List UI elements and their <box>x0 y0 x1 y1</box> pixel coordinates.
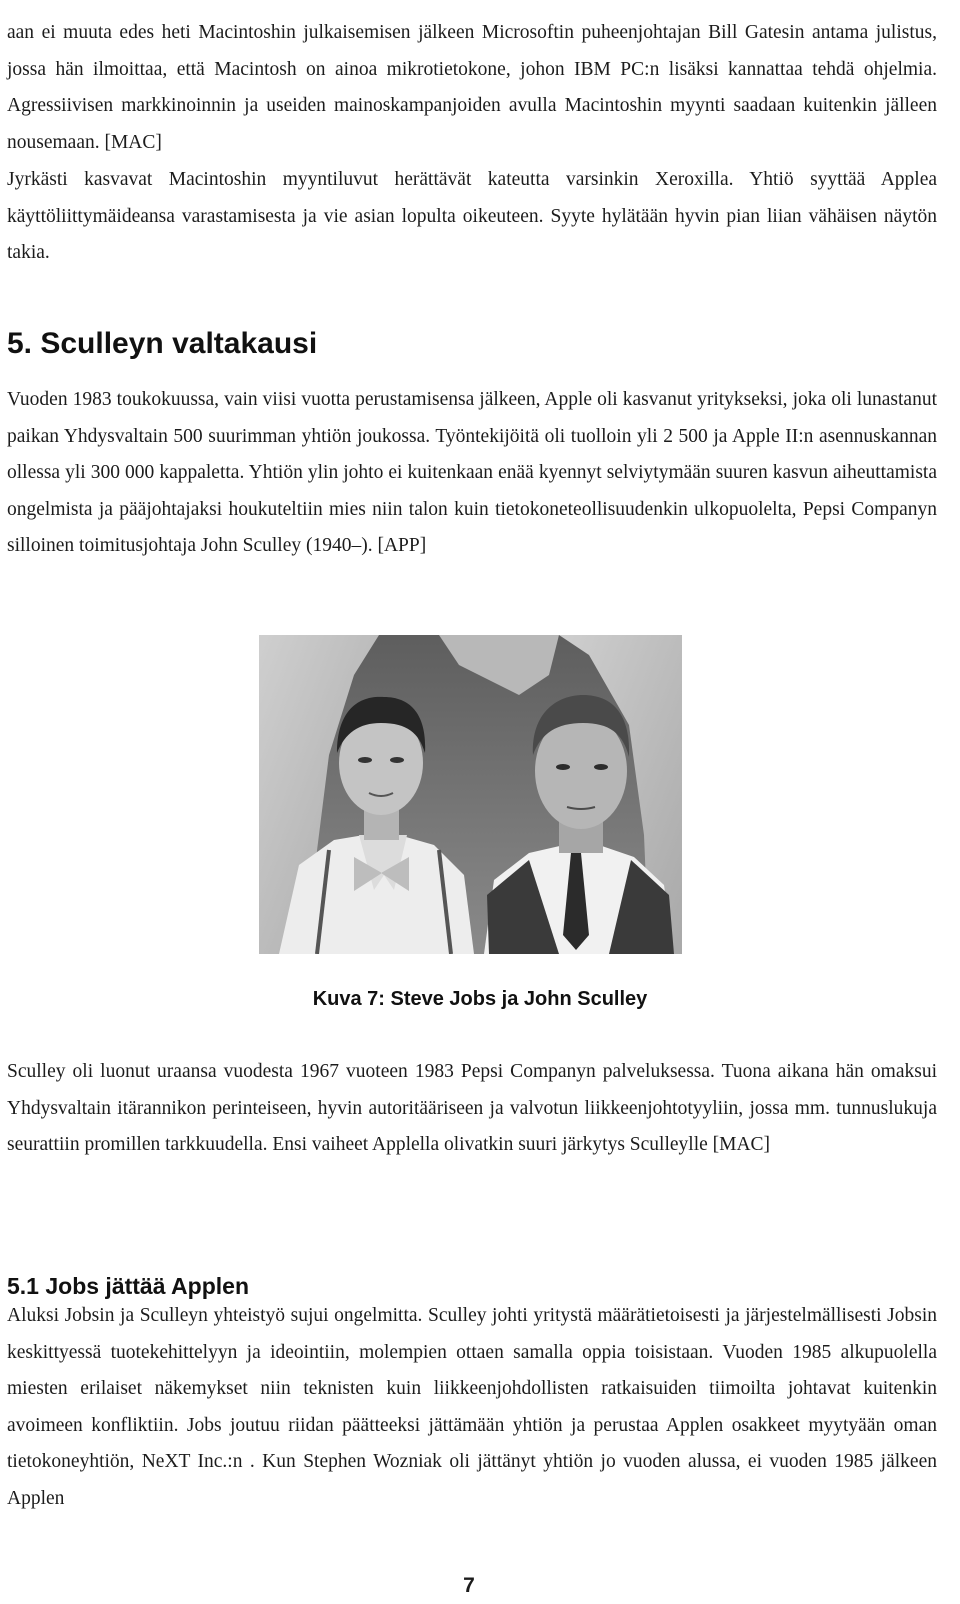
section-heading-5-1: 5.1 Jobs jättää Applen <box>7 1273 249 1299</box>
paragraph-macintosh-sales: aan ei muuta edes heti Macintoshin julkaisemisen jälkeen Microsoftin puheenjohtajan Bill Gatesin antama julistus, jossa hän ilmoittaa, että Macintosh on ainoa mikrotietokone, johon IBM PC:n lisäksi kannattaa tehdä ohjelmia. Agressiivisen markkinoinnin ja useiden mainoskampanjoiden avulla Macintoshin myynti saadaan kuitenkin jälleen nousemaan. [MAC] <box>7 22 937 153</box>
paragraph-sculley-hired: Vuoden 1983 toukokuussa, vain viisi vuotta perustamisensa jälkeen, Apple oli kasvanut yritykseksi, joka oli lunastanut paikan Yhdysvaltain 500 suurimman yhtiön joukossa. Työntekijöitä oli tuolloin yli 2 500 ja Apple II:n asennuskannan ollessa yli 300 000 kappaletta. Yhtiön ylin johto ei kuitenkaan enää kyennyt selviytymään suuren kasvun aiheuttamista ongelmista ja pääjohtajaksi houkuteltiin mies niin talon kuin tietokoneteollisuudenkin ulkopuolelta, Pepsi Companyn silloinen toimitusjohtaja John Sculley (1940–). [APP] <box>7 389 937 556</box>
section-heading-5: 5. Sculleyn valtakausi <box>7 327 318 360</box>
photo-jobs-and-sculley <box>259 635 682 954</box>
photo-illustration <box>259 635 682 954</box>
paragraph-jobs-leaves: Aluksi Jobsin ja Sculleyn yhteistyö sujui ongelmitta. Sculley johti yritystä määrätietoisesti ja järjestelmällisesti Jobsin keskittyessä tuotekehittelyyn ja ideointiin, molempien ottaen samalla oppia toisistaan. Vuoden 1985 alkupuolella miesten erilaiset näkemykset niin teknisten kuin liikkeenjohdollisten ratkaisuiden tiimoilta johtavat kuitenkin avoimeen konfliktiin. Jobs joutuu riidan päätteeksi jättämään yhtiön ja perustaa Applen osakkeet myytyään oman tietokoneyhtiön, NeXT Inc.:n . Kun Stephen Wozniak oli jättänyt yhtiön jo vuoden alussa, ei vuoden 1985 jälkeen Applen <box>7 1305 937 1509</box>
paragraph-xerox-lawsuit: Jyrkästi kasvavat Macintoshin myyntiluvut herättävät kateutta varsinkin Xeroxilla. Yhtiö syyttää Applea käyttöliittymäideansa varastamisesta ja vie asian lopulta oikeuteen. Syyte hylätään hyvin pian liian vähäisen näytön takia. <box>7 169 937 263</box>
figure-caption: Kuva 7: Steve Jobs ja John Sculley <box>312 988 648 1010</box>
page-number: 7 <box>463 1574 475 1597</box>
paragraph-sculley-career: Sculley oli luonut uraansa vuodesta 1967 vuoteen 1983 Pepsi Companyn palveluksessa. Tuona aikana hän omaksui Yhdysvaltain itärannikon perinteiseen, hyvin autoritääriseen ja valvotun liikkeenjohtotyyliin, jossa mm. tunnuslukuja seurattiin promillen tarkkuudella. Ensi vaiheet Applella olivatkin suuri järkytys Sculleylle [MAC] <box>7 1061 937 1155</box>
